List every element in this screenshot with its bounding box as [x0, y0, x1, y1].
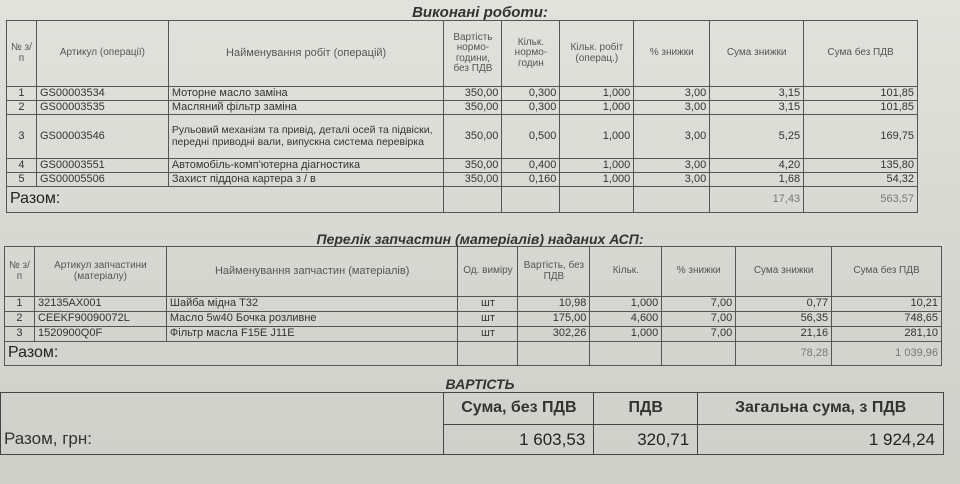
works-header-cell: Сума знижки	[710, 21, 804, 87]
quantity: 1,000	[590, 327, 662, 342]
unit-price: 302,26	[518, 327, 590, 342]
discount-sum: 0,77	[736, 297, 832, 312]
parts-header-row	[5, 247, 942, 297]
work-quantity: 1,000	[560, 159, 634, 173]
cost-header-total: Загальна сума, з ПДВ	[698, 393, 944, 425]
cost-title: ВАРТІСТЬ	[445, 376, 515, 392]
discount-sum: 56,35	[736, 312, 832, 327]
parts-header-cell: Найменування запчастин (матеріалів)	[166, 247, 458, 297]
works-header-cell: Вартість нормо-години, без ПДВ	[444, 21, 502, 87]
works-header-cell: Кільк. робіт (операц.)	[560, 21, 634, 87]
cost-row-label: Разом, грн:	[1, 425, 444, 455]
hour-rate: 350,00	[444, 159, 502, 173]
quantity: 4,600	[590, 312, 662, 327]
parts-total-sum: 1 039,96	[832, 342, 942, 366]
row-number: 1	[5, 297, 35, 312]
works-header-cell: № з/п	[7, 21, 37, 87]
table-row	[7, 115, 918, 159]
cost-summary-table	[0, 392, 944, 455]
parts-table	[4, 246, 942, 366]
norm-hours: 0,300	[502, 87, 560, 101]
row-number: 3	[7, 115, 37, 159]
row-number: 2	[5, 312, 35, 327]
unit-price: 10,98	[518, 297, 590, 312]
cost-vat-value: 320,71	[594, 425, 698, 455]
discount-percent: 3,00	[634, 101, 710, 115]
work-quantity: 1,000	[560, 87, 634, 101]
parts-header-cell: Сума знижки	[736, 247, 832, 297]
cost-total-value: 1 924,24	[698, 425, 944, 455]
article-code: GS00003535	[36, 101, 168, 115]
cost-header-row	[1, 393, 944, 425]
works-header-cell: % знижки	[634, 21, 710, 87]
hour-rate: 350,00	[444, 115, 502, 159]
table-row	[5, 327, 942, 342]
norm-hours: 0,400	[502, 159, 560, 173]
norm-hours: 0,500	[502, 115, 560, 159]
part-name: Шайба мідна Т32	[166, 297, 458, 312]
sum-without-vat: 54,32	[804, 173, 918, 187]
works-total-label: Разом:	[7, 187, 444, 213]
work-quantity: 1,000	[560, 115, 634, 159]
unit-price: 175,00	[518, 312, 590, 327]
table-row	[7, 101, 918, 115]
parts-header-cell: Сума без ПДВ	[832, 247, 942, 297]
discount-percent: 7,00	[662, 297, 736, 312]
article-code: GS00003546	[36, 115, 168, 159]
parts-total-label: Разом:	[5, 342, 458, 366]
operation-name: Масляний фільтр заміна	[168, 101, 444, 115]
works-total-discount: 17,43	[710, 187, 804, 213]
works-header-cell: Найменування робіт (операцій)	[168, 21, 444, 87]
works-header-row	[7, 21, 918, 87]
discount-sum: 5,25	[710, 115, 804, 159]
discount-percent: 3,00	[634, 159, 710, 173]
unit: шт	[458, 312, 518, 327]
discount-sum: 21,16	[736, 327, 832, 342]
parts-total-discount: 78,28	[736, 342, 832, 366]
table-row	[7, 173, 918, 187]
part-code: CEEKF90090072L	[34, 312, 166, 327]
quantity: 1,000	[590, 297, 662, 312]
parts-header-cell: Од. виміру	[458, 247, 518, 297]
norm-hours: 0,160	[502, 173, 560, 187]
sum-without-vat: 135,80	[804, 159, 918, 173]
sum-without-vat: 748,65	[832, 312, 942, 327]
discount-sum: 3,15	[710, 101, 804, 115]
cost-header-vat: ПДВ	[594, 393, 698, 425]
row-number: 5	[7, 173, 37, 187]
row-number: 2	[7, 101, 37, 115]
table-row	[5, 312, 942, 327]
sum-without-vat: 101,85	[804, 101, 918, 115]
operation-name: Захист піддона картера з / в	[168, 173, 444, 187]
works-table	[6, 20, 918, 213]
hour-rate: 350,00	[444, 87, 502, 101]
cost-header-sum: Сума, без ПДВ	[444, 393, 594, 425]
part-name: Масло 5w40 Бочка розливне	[166, 312, 458, 327]
part-name: Фільтр масла F15E J11E	[166, 327, 458, 342]
part-code: 32135AX001	[34, 297, 166, 312]
part-code: 1520900Q0F	[34, 327, 166, 342]
works-header-cell: Артикул (операції)	[36, 21, 168, 87]
row-number: 3	[5, 327, 35, 342]
discount-sum: 4,20	[710, 159, 804, 173]
article-code: GS00005506	[36, 173, 168, 187]
operation-name: Рульовий механізм та привід, деталі осей та підвіски, передні приводні вали, випускна система перевірка	[168, 115, 444, 159]
sum-without-vat: 10,21	[832, 297, 942, 312]
article-code: GS00003551	[36, 159, 168, 173]
discount-percent: 7,00	[662, 312, 736, 327]
discount-percent: 7,00	[662, 327, 736, 342]
works-total-sum: 563,57	[804, 187, 918, 213]
operation-name: Автомобіль-комп'ютерна діагностика	[168, 159, 444, 173]
row-number: 1	[7, 87, 37, 101]
cost-values-row	[1, 425, 944, 455]
norm-hours: 0,300	[502, 101, 560, 115]
operation-name: Моторне масло заміна	[168, 87, 444, 101]
cost-sum-value: 1 603,53	[444, 425, 594, 455]
works-title: Виконані роботи:	[412, 4, 548, 21]
work-quantity: 1,000	[560, 101, 634, 115]
parts-header-cell: № з/п	[5, 247, 35, 297]
hour-rate: 350,00	[444, 173, 502, 187]
discount-sum: 3,15	[710, 87, 804, 101]
works-header-cell: Сума без ПДВ	[804, 21, 918, 87]
hour-rate: 350,00	[444, 101, 502, 115]
parts-title: Перелік запчастин (матеріалів) наданих АСП:	[316, 231, 644, 247]
works-header-cell: Кільк. нормо-годин	[502, 21, 560, 87]
parts-total-row	[5, 342, 942, 366]
discount-percent: 3,00	[634, 173, 710, 187]
discount-sum: 1,68	[710, 173, 804, 187]
unit: шт	[458, 327, 518, 342]
table-row	[7, 159, 918, 173]
work-quantity: 1,000	[560, 173, 634, 187]
discount-percent: 3,00	[634, 87, 710, 101]
table-row	[5, 297, 942, 312]
unit: шт	[458, 297, 518, 312]
parts-header-cell: Артикул запчастини (матеріалу)	[34, 247, 166, 297]
parts-header-cell: Кільк.	[590, 247, 662, 297]
discount-percent: 3,00	[634, 115, 710, 159]
table-row	[7, 87, 918, 101]
parts-header-cell: Вартість, без ПДВ	[518, 247, 590, 297]
sum-without-vat: 101,85	[804, 87, 918, 101]
parts-header-cell: % знижки	[662, 247, 736, 297]
article-code: GS00003534	[36, 87, 168, 101]
sum-without-vat: 281,10	[832, 327, 942, 342]
works-total-row	[7, 187, 918, 213]
row-number: 4	[7, 159, 37, 173]
sum-without-vat: 169,75	[804, 115, 918, 159]
